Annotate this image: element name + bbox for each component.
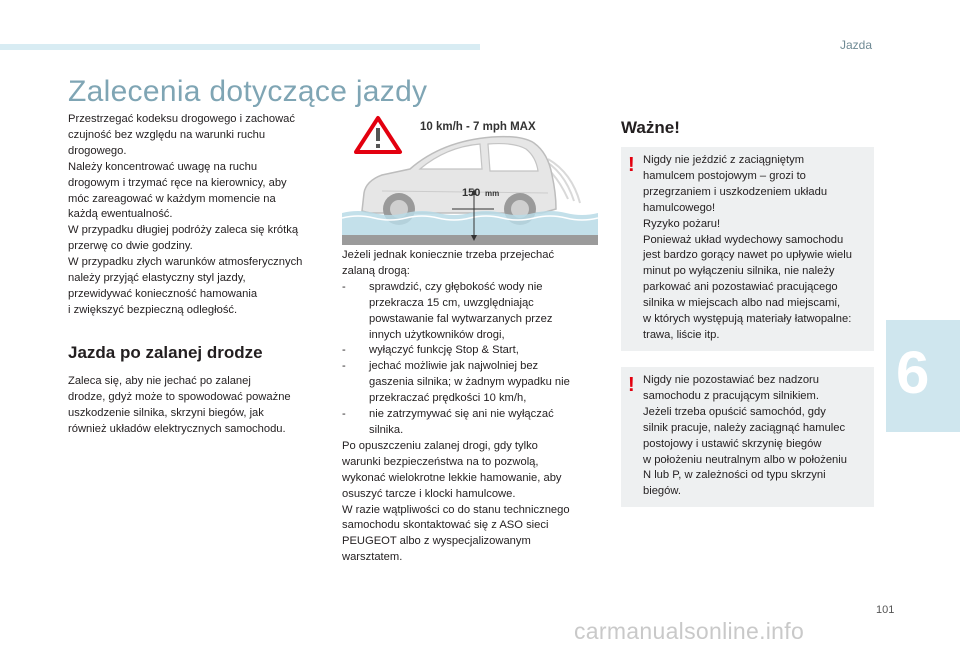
list-dash: - bbox=[342, 344, 346, 357]
warning-text: Nigdy nie pozostawiać bez nadzoru samochodu z pracującym silnikiem. Jeżeli trzeba opuścić samochód, gdy silnik pracuje, należy zaciągnąć hamulec postojowy i ustawić skrzynię biegów w położeniu neutralnym albo w położeniu N lub P, w zależności od typu skrzyni biegów. bbox=[643, 374, 847, 498]
list-dash: - bbox=[342, 408, 346, 421]
water-area bbox=[342, 211, 598, 235]
flooded-road-text: Zaleca się, aby nie jechać po zalanej drodze, gdyż może to spowodować poważne uszkodzenie silnika, skrzyni biegów, jak również układów elektrycznych samochodu. bbox=[68, 375, 291, 435]
after-flood-text: Po opuszczeniu zalanej drogi, gdy tylko warunki bezpieczeństwa na to pozwolą, wykonać wielokrotne lekkie hamowanie, aby osuszyć tarcze i klocki hamulcowe. W razie wątpliwości co do stanu technicznego samochodu skontaktować się z ASO sieci PEUGEOT albo z wyspecjalizowanym warsztatem. bbox=[342, 439, 570, 564]
flooded-road-instructions bbox=[342, 248, 600, 566]
flooded-road-heading: Jazda po zalanej drodze bbox=[68, 343, 263, 362]
watermark: carmanualsonline.info bbox=[574, 618, 805, 644]
warning-triangle-icon bbox=[356, 118, 400, 152]
list-item bbox=[342, 359, 600, 407]
intro-column bbox=[68, 112, 330, 319]
page-title: Zalecenia dotyczące jazdy bbox=[68, 75, 428, 108]
road-surface bbox=[342, 235, 598, 245]
page-number: 101 bbox=[876, 604, 895, 616]
warning-text: Nigdy nie jeździć z zaciągniętym hamulcem postojowym – grozi to przegrzaniem i uszkodzeniem układu hamulcowego! Ryzyko pożaru! Ponieważ układ wydechowy samochodu jest bardzo gorący nawet po upływie wielu minut po wyłączeniu silnika, nie należy parkować ani pozostawiać pracującego silnika w miejscach albo nad miejscami, w których występują materiały łatwopalne: trawa, liście itp. bbox=[643, 154, 852, 341]
list-item bbox=[342, 343, 600, 359]
intro-text: Przestrzegać kodeksu drogowego i zachować czujność bez względu na warunki ruchu drogowego. Należy koncentrować uwagę na ruchu drogowym i trzymać ręce na kierownicy, aby móc zareagować w każdym momencie na każdą ewentualność. W przypadku długiej podróży zaleca się krótką przerwę co dwie godziny. W przypadku złych warunków atmosferycznych należy przyjąć elastyczny styl jazdy, przewidywać konieczność hamowania i zwiększyć bezpieczną odległość. bbox=[68, 113, 303, 316]
warning-exclamation-icon: ! bbox=[628, 154, 635, 176]
list-dash: - bbox=[342, 360, 346, 373]
depth-unit: mm bbox=[485, 189, 500, 198]
flooded-road-text-block bbox=[68, 374, 330, 438]
list-item-text: nie zatrzymywać się ani nie wyłączać silnika. bbox=[369, 408, 554, 436]
speed-limit-label: 10 km/h - 7 mph MAX bbox=[420, 121, 536, 133]
list-item-text: sprawdzić, czy głębokość wody nie przekracza 15 cm, uwzględniając powstawanie fal wytwarzanych przez innych użytkowników drogi, bbox=[369, 280, 553, 341]
flooded-road-illustration bbox=[342, 113, 598, 245]
warning-exclamation-icon: ! bbox=[628, 374, 635, 396]
warning-box-parking-brake bbox=[621, 147, 874, 351]
instructions-intro: Jeżeli jednak koniecznie trzeba przejechać zalaną drogą: bbox=[342, 249, 555, 277]
car-in-water-drawing bbox=[342, 113, 598, 245]
list-item-text: wyłączyć funkcję Stop & Start, bbox=[369, 344, 519, 357]
chapter-number: 6 bbox=[896, 339, 930, 406]
warning-box-unattended bbox=[621, 367, 874, 507]
important-heading: Ważne! bbox=[621, 118, 680, 137]
list-item-text: jechać możliwie jak najwolniej bez gaszenia silnika; w żadnym wypadku nie przekraczać prędkości 10 km/h, bbox=[369, 360, 570, 405]
list-item bbox=[342, 407, 600, 439]
list-item bbox=[342, 280, 600, 344]
header-accent-bar bbox=[0, 44, 480, 50]
chapter-name: Jazda bbox=[839, 38, 872, 52]
depth-value: 150 bbox=[462, 187, 481, 199]
list-dash: - bbox=[342, 280, 346, 293]
